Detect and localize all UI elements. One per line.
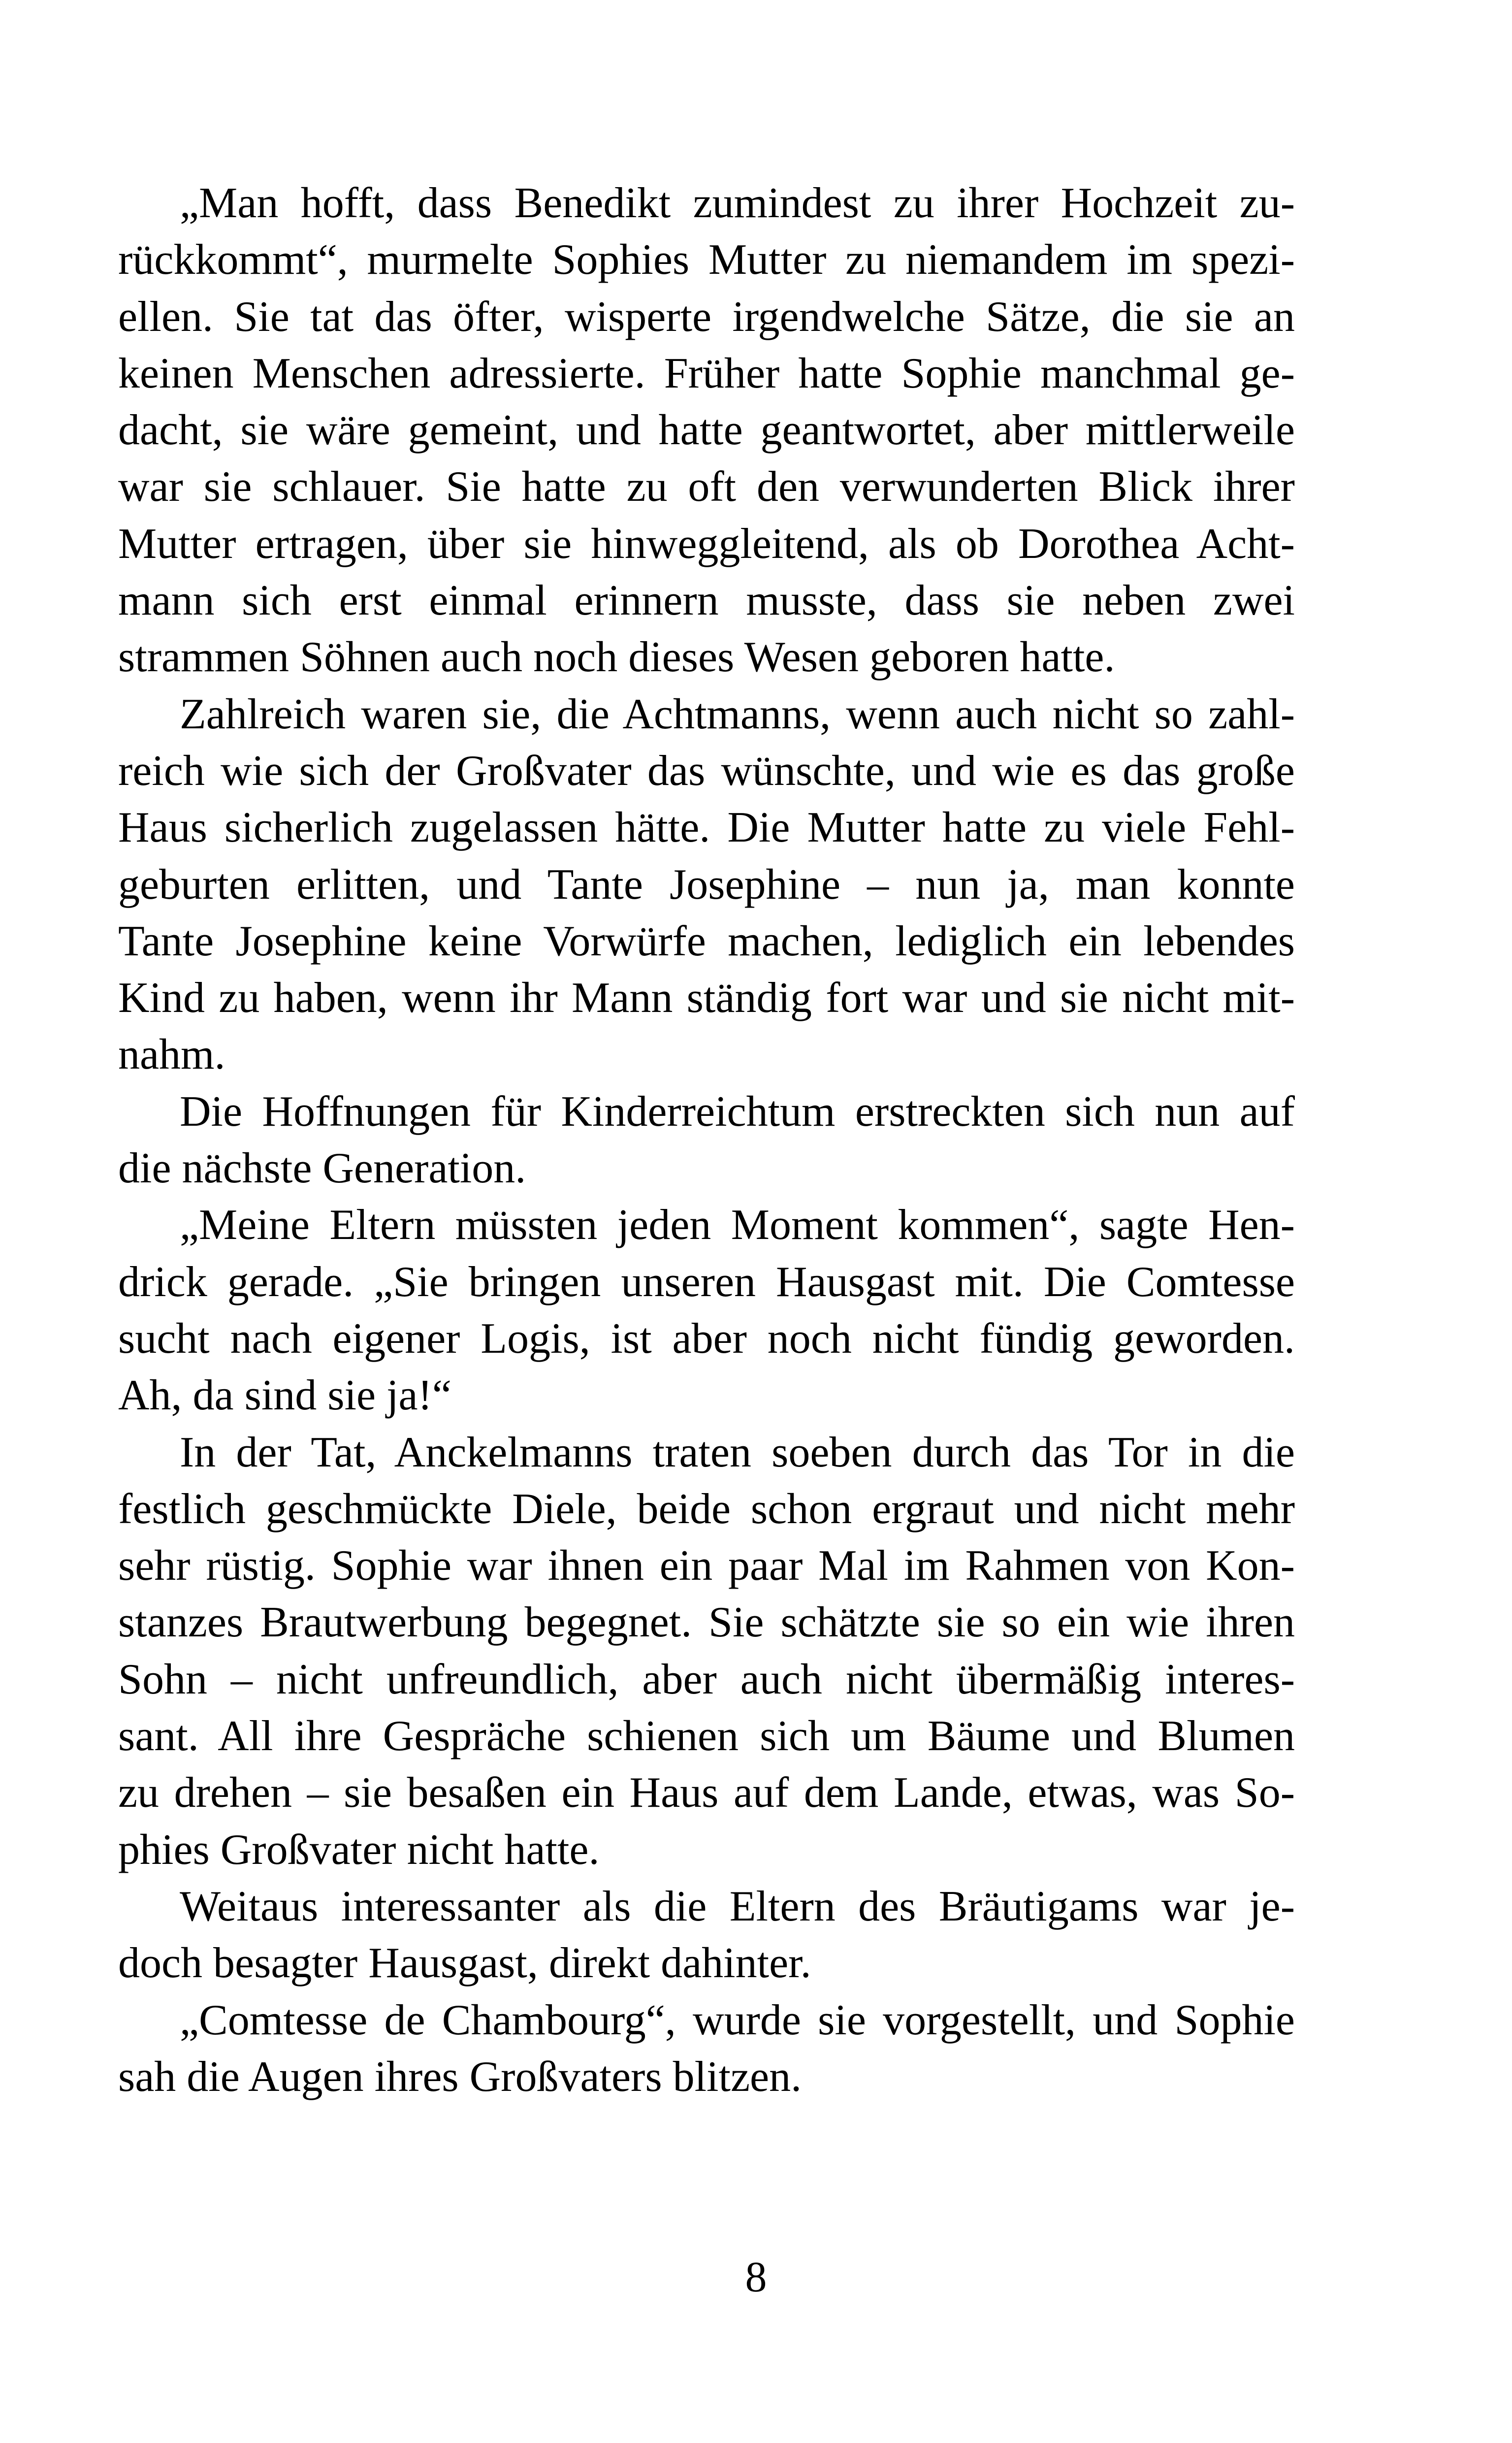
- text-line: festlich geschmückte Diele, beide schon ergraut und nicht mehr: [118, 1485, 1295, 1533]
- text-line: Zahlreich waren sie, die Achtmanns, wenn auch nicht so zahl-: [180, 690, 1295, 738]
- page-number: 8: [745, 2253, 767, 2301]
- text-line: Ah, da sind sie ja!“: [118, 1371, 451, 1420]
- text-line: sehr rüstig. Sophie war ihnen ein paar Mal im Rahmen von Kon-: [118, 1542, 1295, 1590]
- text-line: stanzes Brautwerbung begegnet. Sie schätzte sie so ein wie ihren: [118, 1598, 1295, 1647]
- text-line: keinen Menschen adressierte. Früher hatte Sophie manchmal ge-: [118, 349, 1295, 397]
- text-line: geburten erlitten, und Tante Josephine – nun ja, man konnte: [118, 860, 1295, 909]
- text-line: Kind zu haben, wenn ihr Mann ständig fort war und sie nicht mit-: [118, 974, 1295, 1022]
- text-line: ellen. Sie tat das öfter, wisperte irgendwelche Sätze, die sie an: [118, 293, 1295, 341]
- text-line: doch besagter Hausgast, direkt dahinter.: [118, 1939, 811, 1987]
- text-line: Haus sicherlich zugelassen hätte. Die Mutter hatte zu viele Fehl-: [118, 804, 1295, 852]
- text-line: phies Großvater nicht hatte.: [118, 1825, 600, 1874]
- text-line: war sie schlauer. Sie hatte zu oft den verwunderten Blick ihrer: [118, 463, 1295, 511]
- text-line: Mutter ertragen, über sie hinweggleitend, als ob Dorothea Acht-: [118, 520, 1295, 568]
- text-line: reich wie sich der Großvater das wünschte, und wie es das große: [118, 747, 1295, 795]
- text-line: Tante Josephine keine Vorwürfe machen, lediglich ein lebendes: [118, 917, 1295, 965]
- body-text: [118, 175, 1295, 2105]
- text-line: rückkommt“, murmelte Sophies Mutter zu niemandem im spezi-: [118, 236, 1295, 284]
- text-line: die nächste Generation.: [118, 1144, 526, 1193]
- text-line: zu drehen – sie besaßen ein Haus auf dem Lande, etwas, was So-: [118, 1769, 1295, 1817]
- text-line: Sohn – nicht unfreundlich, aber auch nicht übermäßig interes-: [118, 1655, 1295, 1703]
- text-line: „Meine Eltern müssten jeden Moment kommen“, sagte Hen-: [180, 1201, 1295, 1249]
- text-line: Die Hoffnungen für Kinderreichtum erstreckten sich nun auf: [180, 1087, 1295, 1136]
- text-line: mann sich erst einmal erinnern musste, dass sie neben zwei: [118, 577, 1295, 625]
- text-line: Weitaus interessanter als die Eltern des Bräutigams war je-: [180, 1882, 1295, 1930]
- text-line: sucht nach eigener Logis, ist aber noch nicht fündig geworden.: [118, 1314, 1295, 1363]
- text-line: In der Tat, Anckelmanns traten soeben durch das Tor in die: [180, 1428, 1295, 1476]
- text-line: drick gerade. „Sie bringen unseren Hausgast mit. Die Comtesse: [118, 1258, 1295, 1306]
- text-line: „Man hofft, dass Benedikt zumindest zu ihrer Hochzeit zu-: [180, 179, 1295, 227]
- text-line: sant. All ihre Gespräche schienen sich um Bäume und Blumen: [118, 1712, 1295, 1760]
- text-line: nahm.: [118, 1031, 225, 1079]
- text-line: sah die Augen ihres Großvaters blitzen.: [118, 2052, 802, 2101]
- text-line: strammen Söhnen auch noch dieses Wesen geboren hatte.: [118, 633, 1115, 682]
- text-line: „Comtesse de Chambourg“, wurde sie vorgestellt, und Sophie: [180, 1996, 1295, 2044]
- text-line: dacht, sie wäre gemeint, und hatte geantwortet, aber mittlerweile: [118, 406, 1295, 455]
